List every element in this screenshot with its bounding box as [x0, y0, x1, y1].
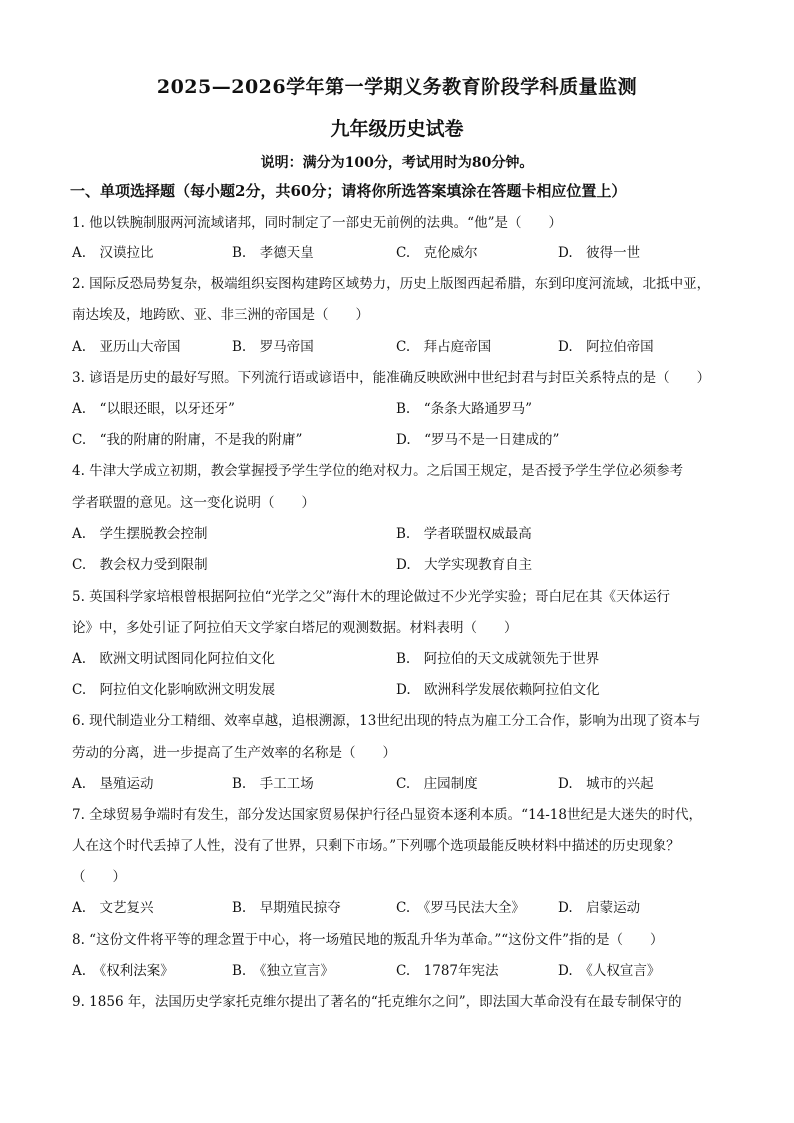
question-5-option-a: A. 欧洲文明试图同化阿拉伯文化: [72, 651, 276, 667]
question-7-option-b: B. 早期殖民掠夺: [232, 900, 341, 916]
question-8-line-1: 8. “这份文件将平等的理念置于中心，将一场殖民地的叛乱升华为革命。”“这份文件”指的是（ ）: [72, 932, 664, 948]
question-4-option-c: C. 教会权力受到限制: [72, 557, 208, 573]
question-7-option-a: A. 文艺复兴: [72, 900, 154, 916]
question-9-line-1: 9. 1856 年，法国历史学家托克维尔提出了著名的“托克维尔之问”，即法国大革命没有在最专制保守的: [72, 994, 682, 1010]
question-1-option-b: B. 孝德天皇: [232, 245, 314, 261]
question-3-option-b: B. “条条大路通罗马”: [396, 401, 533, 417]
question-4-option-b: B. 学者联盟权威最高: [396, 526, 532, 542]
question-6-line-1: 6. 现代制造业分工精细、效率卓越，追根溯源，13世纪出现的特点为雇工分工合作，影响为出现了资本与: [72, 713, 701, 729]
question-4-option-d: D. 大学实现教育自主: [396, 557, 533, 573]
question-5-option-c: C. 阿拉伯文化影响欧洲文明发展: [72, 682, 276, 698]
question-5-line-1: 5. 英国科学家培根曾根据阿拉伯“光学之父”海什木的理论做过不少光学实验；哥白尼在其《天体运行: [72, 589, 670, 605]
exam-subtitle: 九年级历史试卷: [330, 118, 464, 140]
exam-title: 2025—2026学年第一学期义务教育阶段学科质量监测: [156, 76, 638, 98]
question-7-option-c: C. 《罗马民法大全》: [396, 900, 525, 916]
question-7-option-d: D. 启蒙运动: [558, 900, 641, 916]
question-8-option-c: C. 1787年宪法: [396, 963, 499, 979]
question-6-line-2: 劳动的分离，进一步提高了生产效率的名称是（ ）: [72, 745, 396, 761]
question-7-line-1: 7. 全球贸易争端时有发生，部分发达国家贸易保护行径凸显资本逐利本质。“14-18世纪是大迷失的时代，: [72, 807, 702, 823]
question-2-option-d: D. 阿拉伯帝国: [558, 339, 654, 355]
question-2-line-2: 南达埃及，地跨欧、亚、非三洲的帝国是（ ）: [72, 307, 369, 323]
question-8-option-b: B. 《独立宣言》: [232, 963, 334, 979]
question-5-line-2: 论》中，多处引证了阿拉伯天文学家白塔尼的观测数据。材料表明（ ）: [72, 620, 518, 636]
question-5-option-b: B. 阿拉伯的天文成就领先于世界: [396, 651, 600, 667]
question-6-option-a: A. 垦殖运动: [72, 776, 154, 792]
question-3-option-d: D. “罗马不是一日建成的”: [396, 432, 560, 448]
question-4-line-1: 4. 牛津大学成立初期，教会掌握授予学生学位的绝对权力。之后国王规定，是否授予学生学位必须参考: [72, 463, 684, 479]
question-6-option-c: C. 庄园制度: [396, 776, 478, 792]
question-4-line-2: 学者联盟的意见。这一变化说明（ ）: [72, 495, 315, 511]
question-4-option-a: A. 学生摆脱教会控制: [72, 526, 208, 542]
question-6-option-d: D. 城市的兴起: [558, 776, 654, 792]
question-2-option-a: A. 亚历山大帝国: [72, 339, 181, 355]
question-6-option-b: B. 手工工场: [232, 776, 314, 792]
question-7-line-3: （ ）: [72, 869, 126, 885]
question-8-option-a: A. 《权利法案》: [72, 963, 174, 979]
question-1-option-d: D. 彼得一世: [558, 245, 641, 261]
question-2-line-1: 2. 国际反恐局势复杂，极端组织妄图构建跨区域势力，历史上版图西起希腊，东到印度河流域，北抵中亚，: [72, 276, 711, 292]
question-2-option-b: B. 罗马帝国: [232, 339, 314, 355]
question-3-option-a: A. “以眼还眼，以牙还牙”: [72, 401, 235, 417]
question-8-option-d: D. 《人权宣言》: [558, 963, 661, 979]
question-3-option-c: C. “我的附庸的附庸，不是我的附庸”: [72, 432, 303, 448]
section-heading: 一、单项选择题（每小题2分，共60分；请将你所选答案填涂在答题卡相应位置上）: [70, 182, 627, 200]
question-5-option-d: D. 欧洲科学发展依赖阿拉伯文化: [396, 682, 600, 698]
question-2-option-c: C. 拜占庭帝国: [396, 339, 492, 355]
question-7-line-2: 人在这个时代丢掉了人性，没有了世界，只剩下市场。”下列哪个选项最能反映材料中描述的历史现象？: [72, 838, 680, 854]
question-1-line-1: 1. 他以铁腕制服两河流域诸邦，同时制定了一部史无前例的法典。“他”是（ ）: [72, 215, 562, 231]
question-3-line-1: 3. 谚语是历史的最好写照。下列流行语或谚语中，能准确反映欧洲中世纪封君与封臣关系特点的是（ ）: [72, 370, 711, 386]
exam-note: 说明：满分为100分，考试用时为80分钟。: [260, 155, 534, 171]
question-1-option-a: A. 汉谟拉比: [72, 245, 154, 261]
question-1-option-c: C. 克伦威尔: [396, 245, 478, 261]
